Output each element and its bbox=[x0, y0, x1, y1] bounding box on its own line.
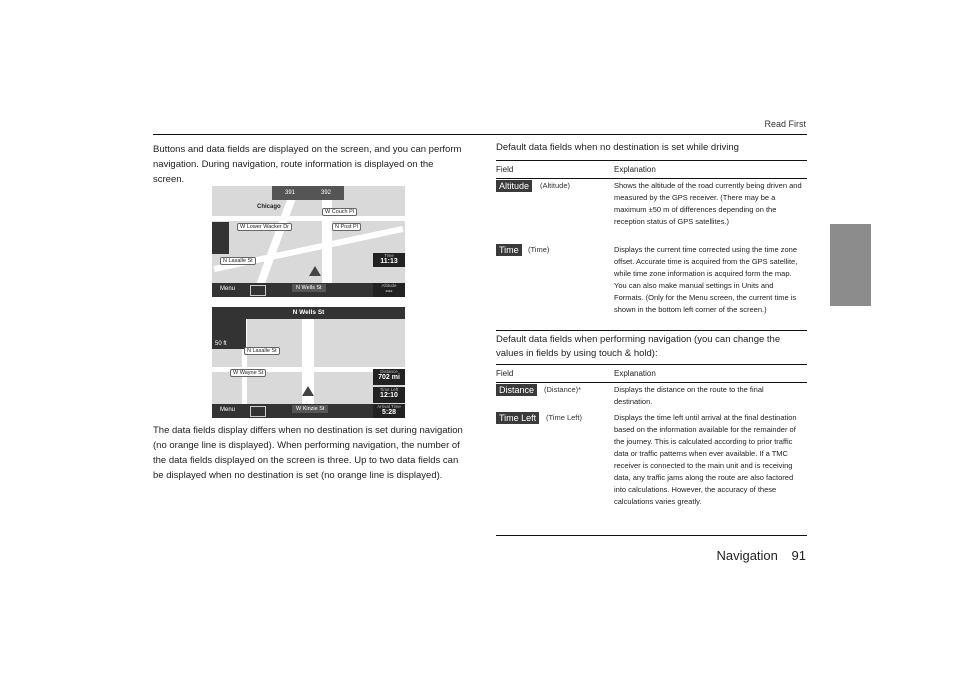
table1-header bbox=[496, 160, 807, 179]
position-arrow-icon bbox=[302, 386, 314, 396]
col-field: Field bbox=[496, 369, 514, 378]
header-rule bbox=[153, 134, 807, 135]
outro-text: The data fields display differs when no destination is set during navigation (no orange line is displayed). When performing navigation, the number of the data fields displayed on the screen is three. Up to two data fields can be displayed when no destination is set (no orange line is displayed). bbox=[153, 425, 463, 481]
intro-text: Buttons and data fields are displayed on the screen, and you can perform navigation. During navigation, route information is displayed on the screen. bbox=[153, 144, 462, 185]
field-name: (Distance)* bbox=[544, 385, 582, 394]
map1-label: N Lasalle St bbox=[220, 257, 256, 265]
menu-button[interactable]: Menu bbox=[220, 407, 236, 413]
col-explanation: Explanation bbox=[614, 165, 656, 174]
map1-city: Chicago bbox=[257, 204, 281, 210]
map1-zoom-buttons[interactable] bbox=[212, 222, 229, 254]
table1-title: Default data fields when no destination is set while driving bbox=[496, 142, 739, 153]
map2-top-street: N Wells St bbox=[212, 307, 405, 319]
map2-current-street: W Kinzie St bbox=[292, 405, 328, 413]
book-icon[interactable] bbox=[250, 406, 266, 417]
map1-label: W Couch Pl bbox=[322, 208, 357, 216]
map2-field-distance[interactable] bbox=[373, 369, 405, 385]
field-name: (Time) bbox=[528, 245, 550, 254]
map-screenshot-navigation bbox=[212, 307, 405, 418]
header-section: Read First bbox=[764, 119, 806, 129]
table2-title: Default data fields when performing navigation (you can change the values in fields by using touch & hold): bbox=[496, 334, 781, 359]
field-value: 5:28 bbox=[381, 409, 396, 416]
col-field: Field bbox=[496, 165, 514, 174]
field-chip-altitude: Altitude bbox=[496, 180, 532, 192]
menu-button[interactable]: Menu bbox=[220, 286, 236, 292]
field-title: Distance bbox=[380, 369, 398, 374]
side-tab bbox=[830, 224, 871, 306]
col-explanation: Explanation bbox=[614, 369, 656, 378]
map1-top-a: 391 bbox=[284, 190, 295, 196]
position-arrow-icon bbox=[309, 266, 321, 276]
table2-end-rule bbox=[496, 535, 807, 536]
field-title: Time bbox=[384, 253, 394, 258]
field-value: --- bbox=[385, 288, 393, 295]
table1-end-rule bbox=[496, 330, 807, 331]
table2-header bbox=[496, 364, 807, 383]
map1-top-b: 392 bbox=[320, 190, 331, 196]
book-icon[interactable] bbox=[250, 285, 266, 296]
field-description: Displays the time left until arrival at the final destination based on the information available for the remainder of the journey. This is calculated according to prior traffic data or traffic patterns when ever available. If a TMC receiver is connected to the main unit and is receiving data, any traffic jams along the route are also factored into calculations. However, the accuracy of these calculations varies greatly. bbox=[614, 413, 797, 506]
map1-field-time[interactable] bbox=[373, 253, 405, 267]
field-description: Displays the current time corrected using the time zone offset. Accurate time is acquired from the GPS satellite, while time zone information is acquired form the map. You can also make manual settings in Units and Formats. (Only for the Menu screen, the current time is shown in the bottom left corner of the screen.) bbox=[614, 245, 798, 314]
page-footer bbox=[716, 548, 806, 563]
turn-distance: 50 ft bbox=[215, 341, 227, 347]
field-chip-time: Time bbox=[496, 244, 522, 256]
map2-label: W Wayne St bbox=[230, 369, 266, 377]
field-chip-time-left: Time Left bbox=[496, 412, 539, 424]
field-title: Altitude bbox=[381, 283, 397, 288]
field-name: (Time Left) bbox=[546, 413, 582, 422]
page-number: 91 bbox=[791, 548, 806, 563]
map1-bottombar bbox=[212, 283, 405, 297]
field-title: Time Left bbox=[379, 387, 399, 392]
map2-field-time-left[interactable] bbox=[373, 387, 405, 403]
field-value: 702 mi bbox=[378, 374, 400, 381]
map1-label: W Lower Wacker Dr bbox=[237, 223, 292, 231]
map1-current-street: N Wells St bbox=[292, 284, 326, 292]
footer-title: Navigation bbox=[716, 548, 778, 563]
field-title: Arrival Time bbox=[377, 404, 401, 409]
field-value: 11:13 bbox=[380, 258, 398, 265]
map2-turn-indicator bbox=[212, 307, 246, 349]
map2-label: N Lasalle St bbox=[244, 347, 280, 355]
map1-field-altitude[interactable] bbox=[373, 283, 405, 297]
field-description: Displays the distance on the route to the final destination. bbox=[614, 385, 764, 406]
field-value: 12:10 bbox=[380, 392, 398, 399]
map1-topbar bbox=[272, 186, 344, 200]
map-screenshot-no-destination bbox=[212, 186, 405, 297]
map2-field-arrival[interactable] bbox=[373, 404, 405, 418]
map2-bottombar bbox=[212, 404, 405, 418]
field-name: (Altitude) bbox=[540, 181, 571, 190]
field-description: Shows the altitude of the road currently being driven and measured by the GPS receiver. (There may be a maximum ±50 m of differences depending on the reception status of GPS satellites.) bbox=[614, 181, 802, 226]
map1-label: N Post Pl bbox=[332, 223, 361, 231]
field-chip-distance: Distance bbox=[496, 384, 537, 396]
